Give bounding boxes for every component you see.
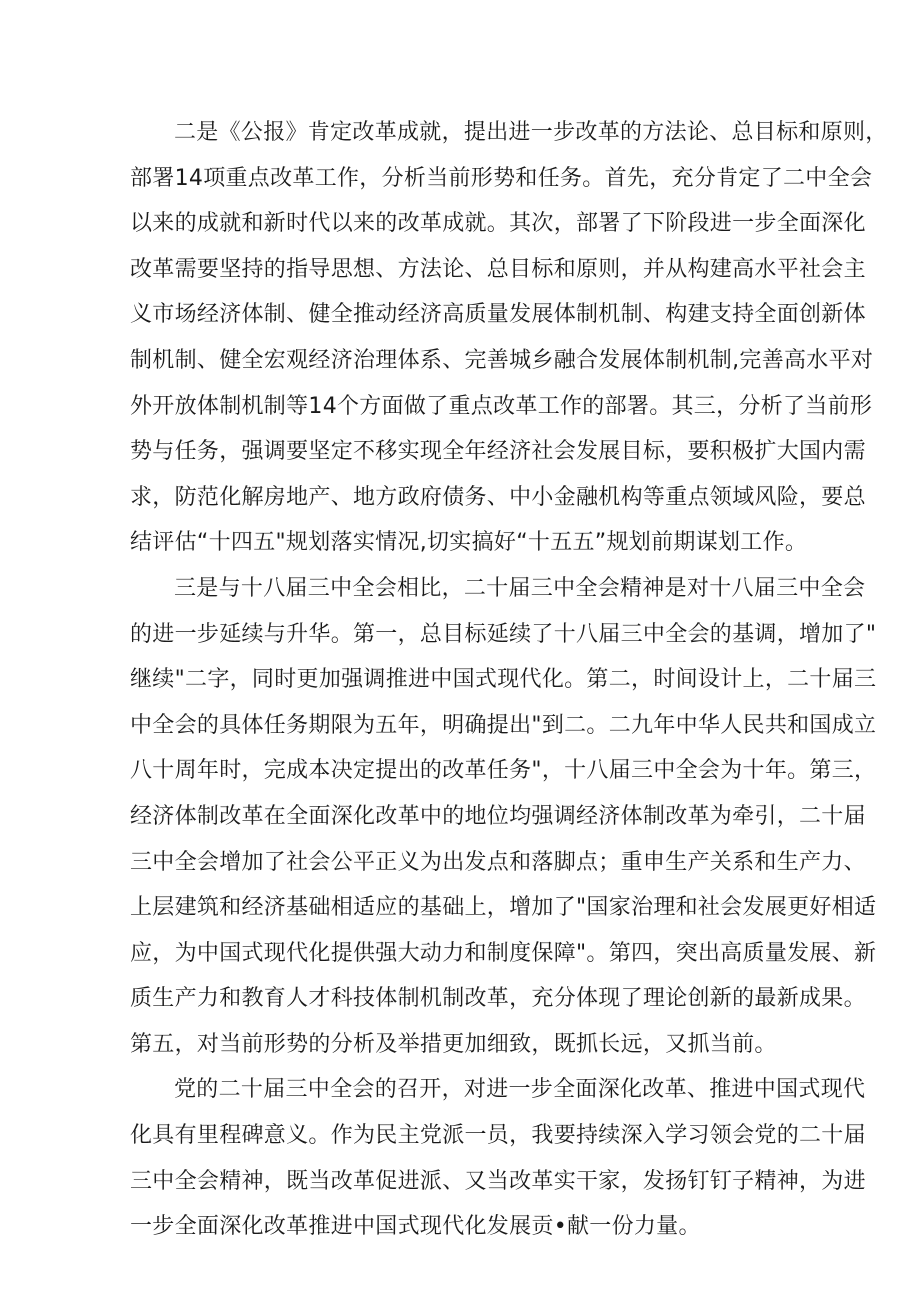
text-line: 经济体制改革在全面深化改革中的地位均强调经济体制改革为牵引，二十届 xyxy=(130,803,866,829)
text-line: 上层建筑和经济基础相适应的基础上，增加了"国家治理和社会发展更好相适 xyxy=(130,895,877,921)
text-line: 一步全面深化改革推进中国式现代化发展贡•献一份力量。 xyxy=(130,1214,701,1240)
paragraph-conclusion xyxy=(130,1067,866,1249)
text-line: 的进一步延续与升华。第一，总目标延续了十八届三中全会的基调，增加了" xyxy=(130,621,877,647)
text-line: 外开放体制机制等14个方面做了重点改革工作的部署。其三，分析了当前形 xyxy=(130,393,873,419)
text-line: 三中全会精神，既当改革促进派、又当改革实干家，发扬钉钉子精神，为进 xyxy=(130,1168,866,1194)
text-line: 势与任务，强调要坚定不移实现全年经济社会发展目标，要积极扩大国内需 xyxy=(130,439,866,465)
text-line: 应，为中国式现代化提供强大动力和制度保障"。第四，突出高质量发展、新 xyxy=(130,940,877,966)
text-line: 第五，对当前形势的分析及举措更加细致，既抓长远，又抓当前。 xyxy=(130,1031,777,1057)
text-line: 义市场经济体制、健全推动经济高质量发展体制机制、构建支持全面创新体 xyxy=(130,302,866,328)
paragraph-plenum-comparison xyxy=(130,566,877,1068)
text-line: 求，防范化解房地产、地方政府债务、中小金融机构等重点领域风险，要总 xyxy=(130,484,866,510)
text-line: 制机制、健全宏观经济治理体系、完善城乡融合发展体制机制,完善高水平对 xyxy=(130,347,874,373)
text-line: 三是与十八届三中全会相比，二十届三中全会精神是对十八届三中全会 xyxy=(174,575,866,601)
text-line: 党的二十届三中全会的召开，对进一步全面深化改革、推进中国式现代 xyxy=(174,1077,866,1103)
text-line: 中全会的具体任务期限为五年，明确提出"到二。二九年中华人民共和国成立 xyxy=(130,712,877,738)
text-line: 部署14项重点改革工作，分析当前形势和任务。首先，充分肯定了二中全会 xyxy=(130,165,873,191)
paragraph-reform-achievements xyxy=(130,110,888,566)
text-line: 以来的成就和新时代以来的改革成就。其次，部署了下阶段进一步全面深化 xyxy=(130,211,866,237)
text-line: 二是《公报》肯定改革成就，提出进一步改革的方法论、总目标和原则， xyxy=(174,120,888,145)
document-body xyxy=(130,110,888,1250)
text-line: 化具有里程碑意义。作为民主党派一员，我要持续深入学习领会党的二十届 xyxy=(130,1123,866,1149)
text-line: 质生产力和教育人才科技体制机制改革，充分体现了理论创新的最新成果。 xyxy=(130,986,866,1012)
text-line: 三中全会增加了社会公平正义为出发点和落脚点；重申生产关系和生产力、 xyxy=(130,849,866,875)
text-line: 改革需要坚持的指导思想、方法论、总目标和原则，并从构建高水平社会主 xyxy=(130,256,866,282)
text-line: 八十周年时，完成本决定提出的改革任务"，十八届三中全会为十年。第三， xyxy=(130,758,877,784)
text-line: 结评估“十四五"规划落实情况,切实搞好“十五五”规划前期谋划工作。 xyxy=(130,530,808,556)
text-line: 继续"二字，同时更加强调推进中国式现代化。第二，时间设计上，二十届三 xyxy=(130,667,877,693)
